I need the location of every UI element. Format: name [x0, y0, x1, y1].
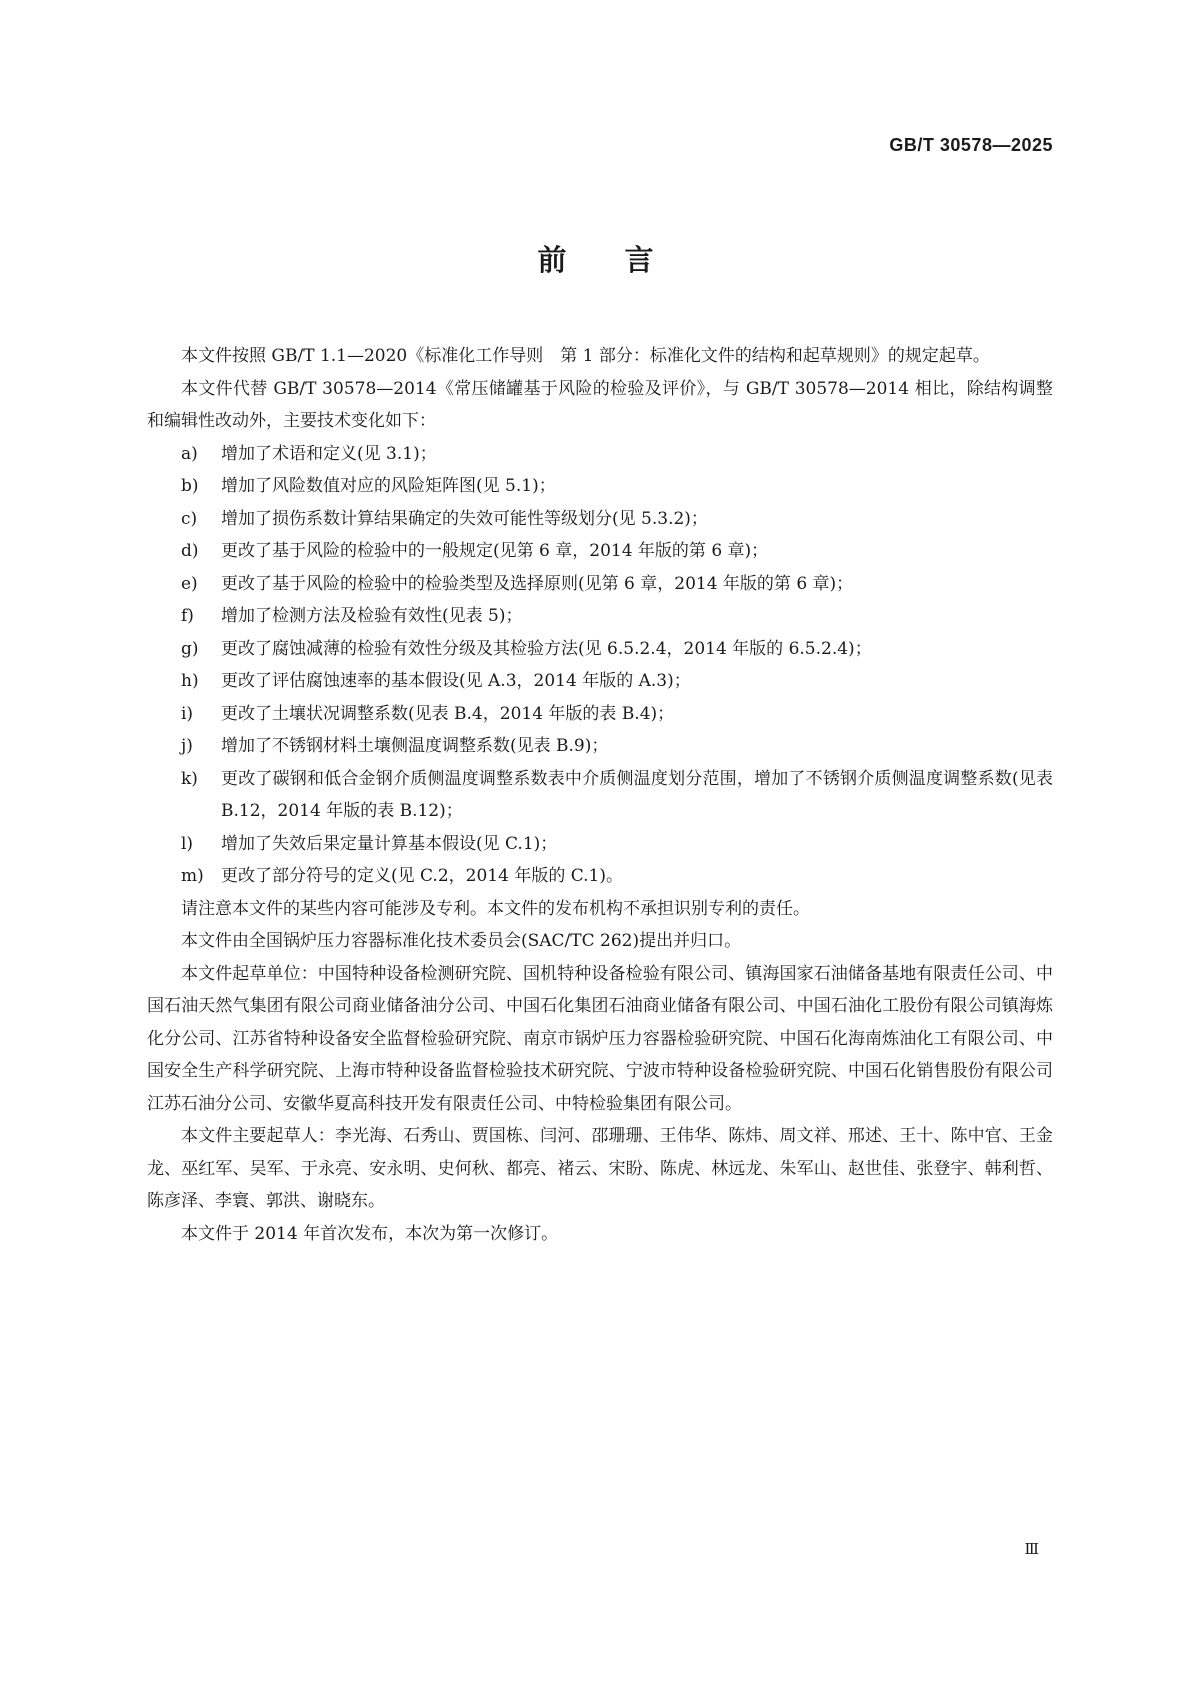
proposer-paragraph: 本文件由全国锅炉压力容器标准化技术委员会(SAC/TC 262)提出并归口。 [181, 931, 742, 951]
patent-notice-paragraph: 请注意本文件的某些内容可能涉及专利。本文件的发布机构不承担识别专利的责任。 [181, 898, 810, 919]
page-title: 前言 [537, 243, 712, 277]
list-marker: b) [181, 476, 199, 496]
list-item [147, 633, 1053, 666]
list-text: 增加了术语和定义(见 3.1)； [221, 443, 437, 464]
drafting-units-paragraph: 本文件起草单位：中国特种设备检测研究院、国机特种设备检验有限公司、镇海国家石油储备基地有限责任公司、中国石油天然气集团有限公司商业储备油分公司、中国石化集团石油商业储备有限公司、中国石油化工股份有限公司镇海炼化分公司、江苏省特种设备安全监督检验研究院、南京市锅炉压力容器检验研究院、中国石化海南炼油化工有限公司、中国安全生产科学研究院、上海市特种设备监督检验技术研究院、宁波市特种设备检验研究院、中国石化销售股份有限公司江苏石油分公司、安徽华夏高科技开发有限责任公司、中特检验集团有限公司。 [147, 963, 1053, 1114]
page-number: Ⅲ [1024, 1540, 1039, 1558]
list-marker: j) [181, 736, 193, 756]
list-text: 更改了部分符号的定义(见 C.2，2014 年版的 C.1)。 [221, 866, 623, 886]
list-marker: c) [181, 508, 198, 529]
list-text: 增加了检测方法及检验有效性(见表 5)； [221, 606, 523, 626]
list-item [147, 828, 1053, 861]
list-item [147, 470, 1053, 503]
intro-paragraph: 本文件代替 GB/T 30578—2014《常压储罐基于风险的检验及评价》，与 GB/T 30578—2014 相比，除结构调整和编辑性改动外，主要技术变化如下： [147, 378, 1053, 431]
list-marker: m) [181, 866, 204, 886]
list-item [147, 568, 1053, 601]
technical-changes-list [147, 438, 1053, 893]
list-item [147, 763, 1053, 828]
list-text: 增加了损伤系数计算结果确定的失效可能性等级划分(见 5.3.2)； [221, 508, 708, 529]
foreword-body [147, 340, 1053, 1250]
list-marker: h) [181, 671, 199, 691]
list-item [147, 438, 1053, 471]
list-item [147, 730, 1053, 763]
list-item [147, 665, 1053, 698]
list-item [147, 535, 1053, 568]
list-item [147, 600, 1053, 633]
list-marker: i) [181, 703, 194, 724]
standard-number: GB/T 30578—2025 [889, 135, 1053, 155]
list-marker: d) [181, 541, 199, 561]
list-item [147, 860, 1053, 893]
list-text: 增加了不锈钢材料土壤侧温度调整系数(见表 B.9)； [221, 736, 609, 756]
list-marker: l) [181, 833, 194, 854]
list-text: 更改了腐蚀减薄的检验有效性分级及其检验方法(见 6.5.2.4，2014 年版的 6.5.2.4)； [221, 638, 872, 659]
list-item [147, 503, 1053, 536]
list-text: 增加了风险数值对应的风险矩阵图(见 5.1)； [221, 476, 556, 496]
list-marker: a) [181, 443, 198, 464]
list-marker: e) [181, 573, 198, 594]
list-text: 更改了评估腐蚀速率的基本假设(见 A.3，2014 年版的 A.3)； [221, 671, 691, 691]
list-marker: k) [181, 768, 198, 789]
revision-history-paragraph: 本文件于 2014 年首次发布，本次为第一次修订。 [181, 1223, 559, 1244]
list-text: 更改了土壤状况调整系数(见表 B.4，2014 年版的表 B.4)； [221, 703, 675, 724]
list-text: 增加了失效后果定量计算基本假设(见 C.1)； [221, 833, 558, 854]
list-text: 更改了基于风险的检验中的检验类型及选择原则(见第 6 章，2014 年版的第 6 章)； [221, 573, 854, 594]
list-text: 更改了基于风险的检验中的一般规定(见第 6 章，2014 年版的第 6 章)； [221, 541, 769, 561]
list-text: 更改了碳钢和低合金钢介质侧温度调整系数表中介质侧温度划分范围，增加了不锈钢介质侧温度调整系数(见表 B.12，2014 年版的表 B.12)； [221, 768, 1053, 821]
list-marker: g) [181, 638, 199, 659]
drafters-paragraph: 本文件主要起草人：李光海、石秀山、贾国栋、闫河、邵珊珊、王伟华、陈炜、周文祥、邢述、王十、陈中官、王金龙、巫红军、吴军、于永亮、安永明、史何秋、都亮、褚云、宋盼、陈虎、林远龙、朱军山、赵世佳、张登宇、韩利哲、陈彦泽、李寰、郭洪、谢晓东。 [147, 1126, 1053, 1211]
list-item [147, 698, 1053, 731]
intro-paragraph: 本文件按照 GB/T 1.1—2020《标准化工作导则 第 1 部分：标准化文件的结构和起草规则》的规定起草。 [181, 346, 990, 366]
list-marker: f) [181, 606, 194, 626]
